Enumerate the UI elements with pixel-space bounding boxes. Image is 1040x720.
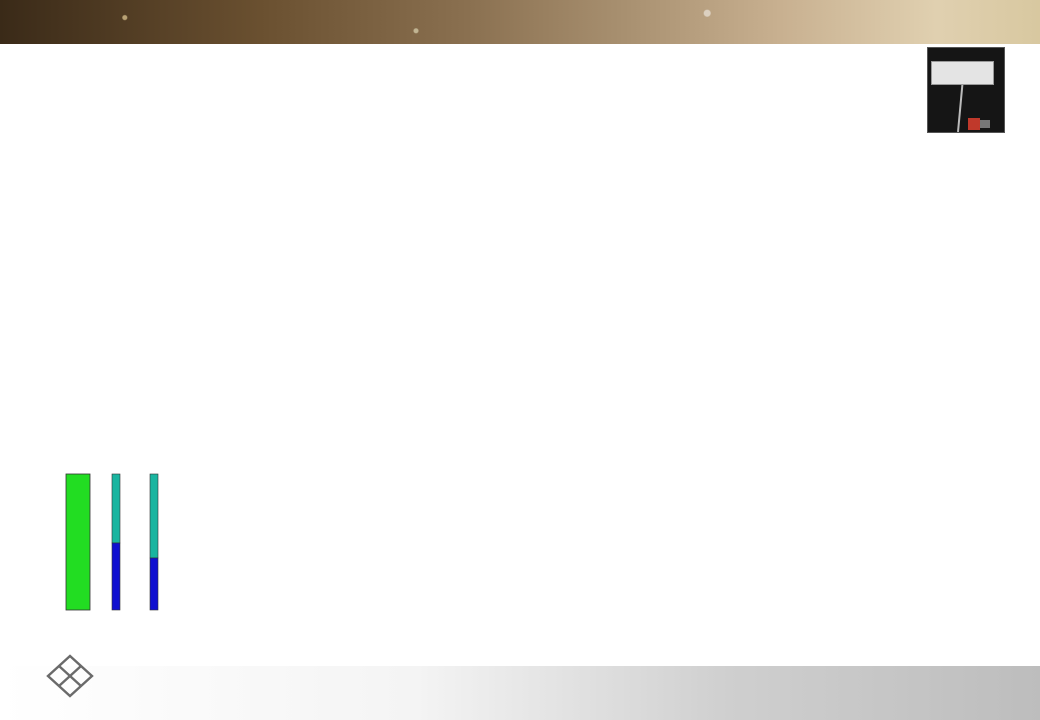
- flow-bar-right-lower: [150, 558, 158, 610]
- flow-bars: [60, 468, 170, 614]
- flow-bar-mid-lower: [112, 543, 120, 610]
- lift-label: [737, 183, 931, 213]
- flow-bar-total: [66, 474, 90, 610]
- flow-bar-mid-upper: [112, 474, 120, 543]
- flow-bar-right-upper: [150, 474, 158, 558]
- footer: [0, 666, 1040, 720]
- dlr-logo: [40, 650, 104, 716]
